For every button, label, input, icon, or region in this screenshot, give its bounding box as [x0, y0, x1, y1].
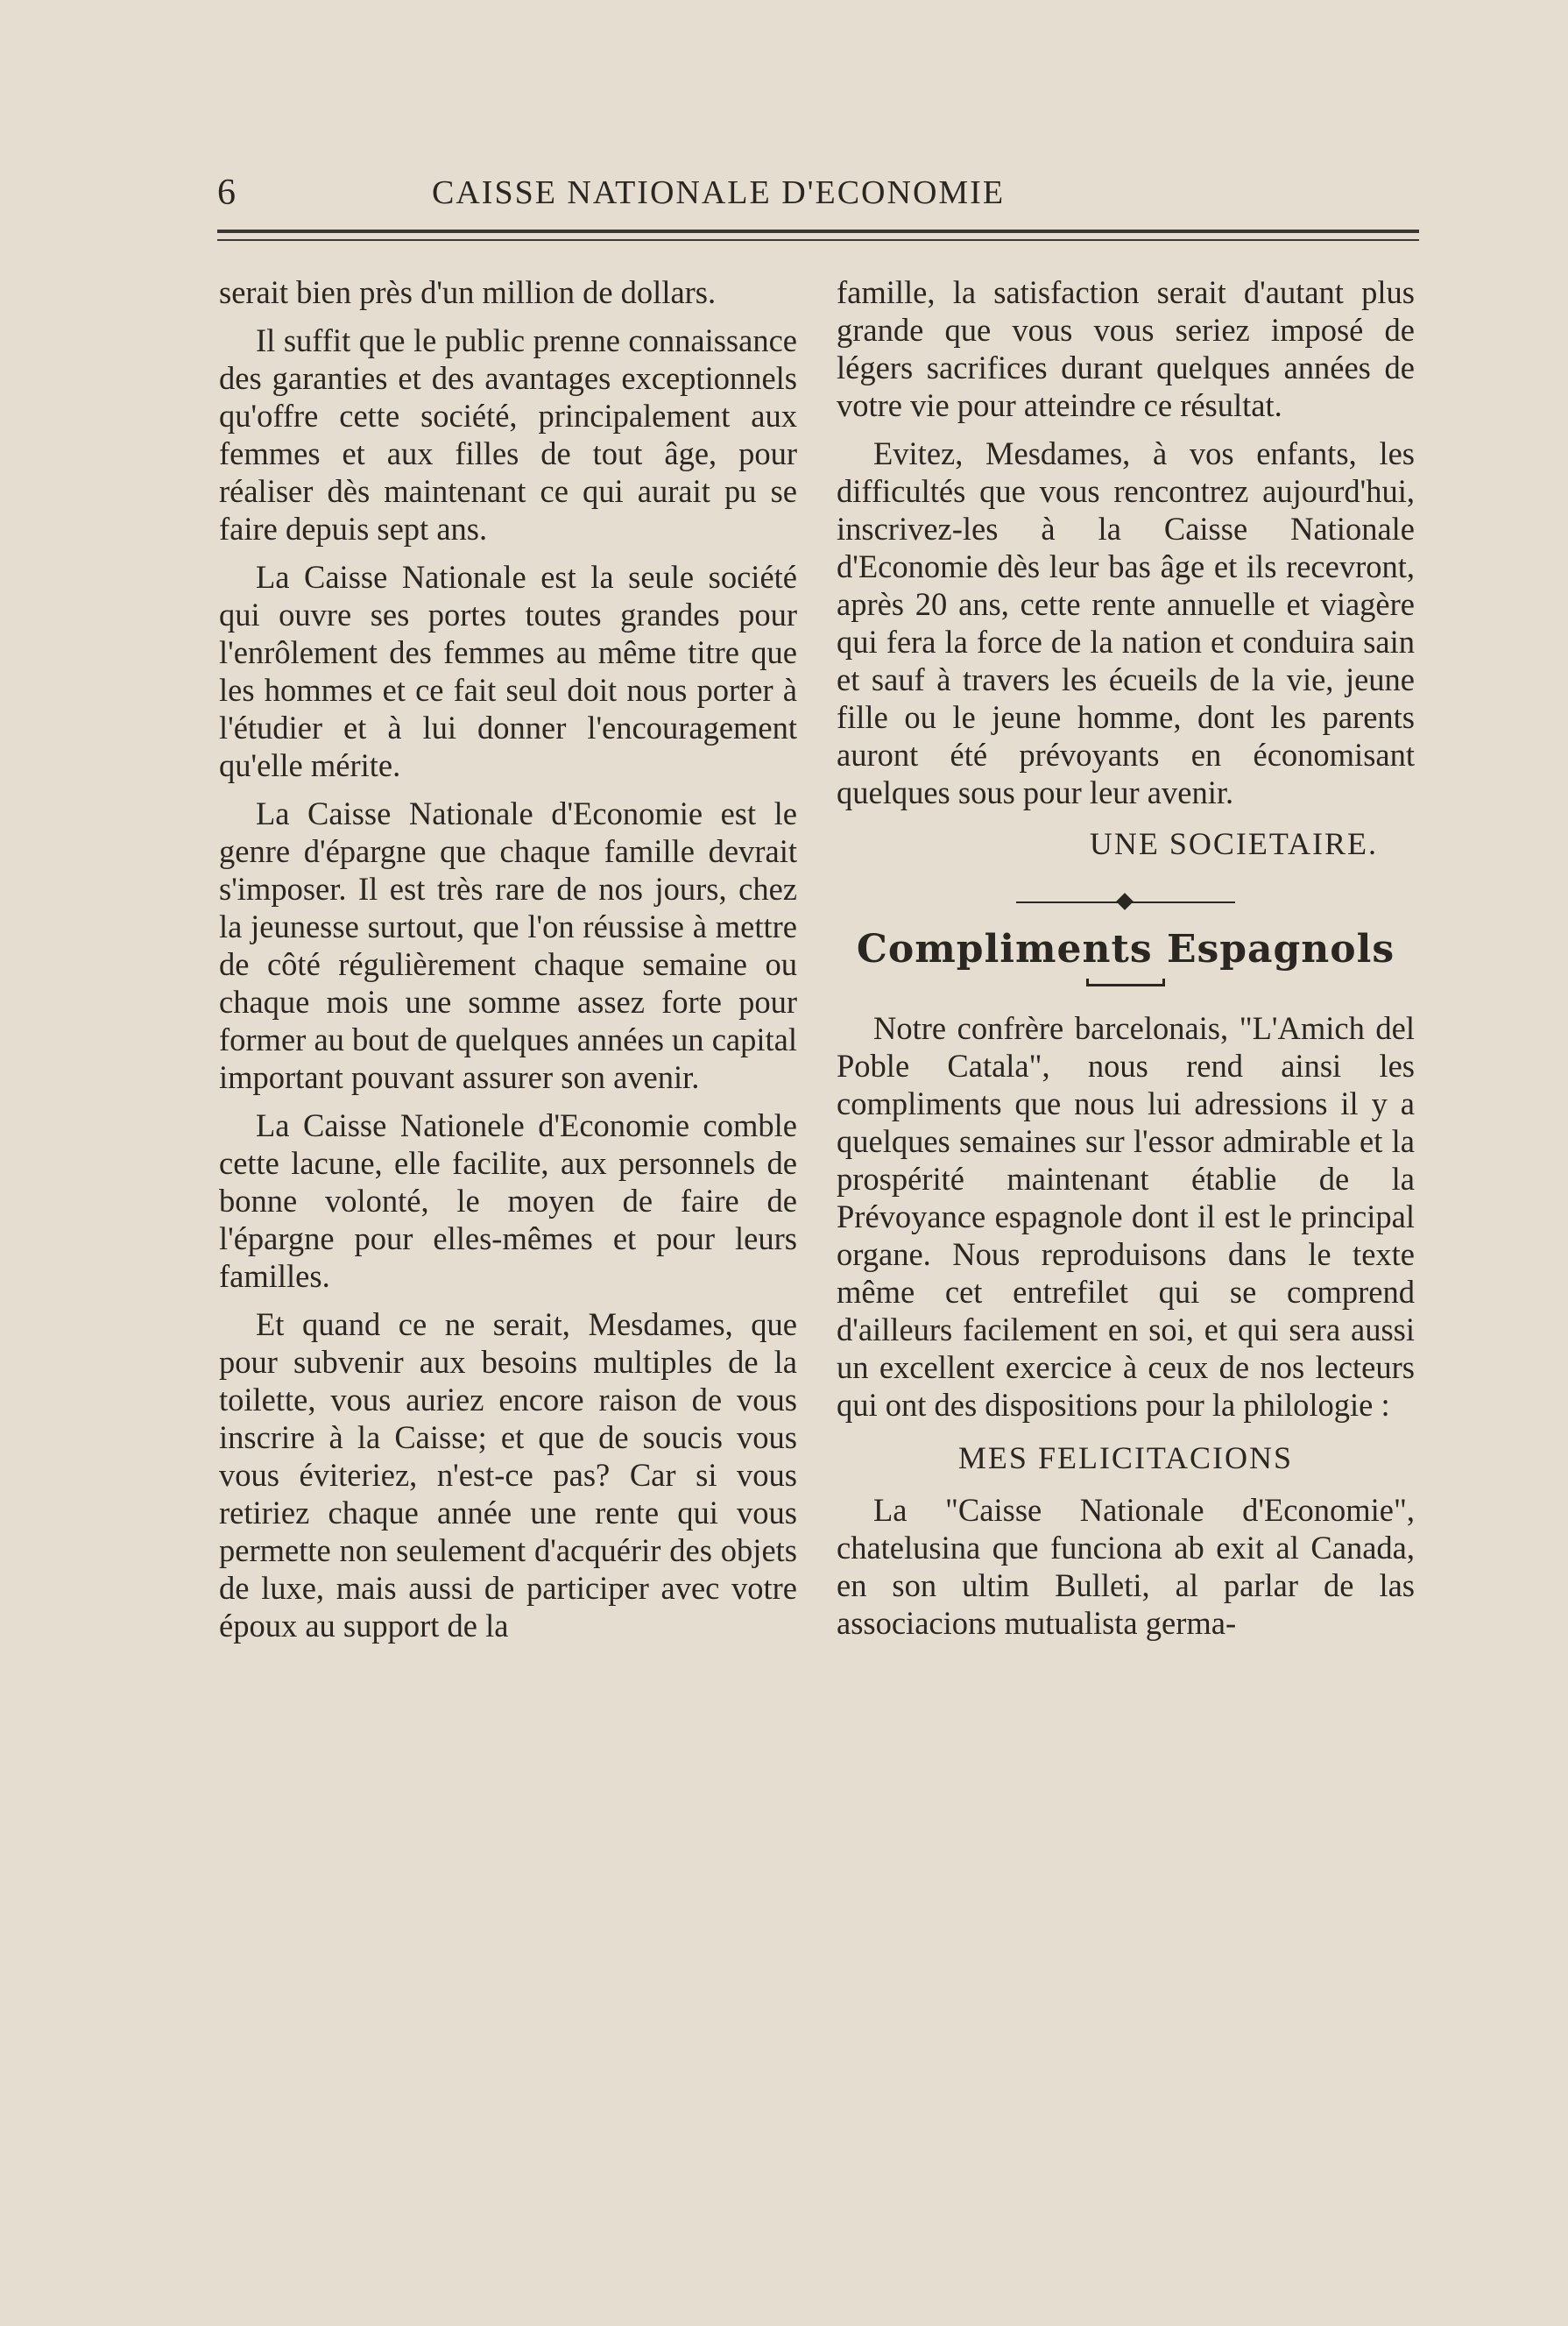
paragraph: La Caisse Nationale d'Economie est le genre d'épargne que chaque famille devrait s'imposer. Il est très rare de nos jours, chez la jeunesse surtout, que l'on réussise à mettre de côté régulièrement chaque semaine ou chaque mois une somme assez forte pour former au bout de quelques années un capital important pouvant assurer son avenir.	[219, 795, 797, 1095]
title-underline-ornament	[1086, 984, 1165, 986]
page-header	[217, 166, 1419, 219]
paragraph: Il suffit que le public prenne connaissance des garanties et des avantages exceptionnels qu'offre cette société, principalement aux femmes et aux filles de tout âge, pour réaliser dès maintenant ce qui aurait pu se faire depuis sept ans.	[219, 322, 797, 547]
subheading: MES FELICITACIONS	[957, 1440, 1294, 1475]
right-column	[837, 273, 1415, 1652]
paragraph: Et quand ce ne serait, Mesdames, que pour subvenir aux besoins multiples de la toilette, vous auriez encore raison de vous inscrire à la Caisse; et que de soucis vous vous éviteriez, n'est-ce pas? Car si vous retiriez chaque année une rente qui vous permette non seulement d'acquérir des objets de luxe, mais aussi de participer avec votre époux au support de la	[219, 1306, 797, 1644]
page-number: 6	[217, 173, 236, 213]
diamond-icon	[1116, 893, 1134, 910]
left-column	[219, 273, 797, 1655]
paragraph: famille, la satisfaction serait d'autant plus grande que vous vous seriez imposé de légers sacrifices durant quelques années de votre vie pour atteindre ce résultat.	[837, 274, 1415, 423]
section-title: Compliments Espagnols	[856, 927, 1395, 972]
paragraph: La "Caisse Nationale d'Economie", chatelusina que funciona ab exit al Canada, en son ultim Bulleti, al parlar de las associacions mutualista germa-	[837, 1492, 1415, 1641]
paragraph: La Caisse Nationele d'Economie comble cette lacune, elle facilite, aux personnels de bonne volonté, le moyen de faire de l'épargne pour elles-mêmes et pour leurs familles.	[219, 1107, 797, 1294]
header-rule-thin	[217, 239, 1419, 241]
section-divider-ornament	[1016, 889, 1235, 916]
paragraph: serait bien près d'un million de dollars.	[219, 274, 717, 310]
paragraph: Notre confrère barcelonais, "L'Amich del Poble Catala", nous rend ainsi les compliments que nous lui adressions il y a quelques semaines sur l'essor admirable et la prospérité maintenant établie de la Prévoyance espagnole dont il est le principal organe. Nous reproduisons dans le texte même cet entrefilet qui se comprend d'ailleurs facilement en soi, et qui sera aussi un excellent exercice à ceux de nos lecteurs qui ont des dispositions pour la philologie :	[837, 1010, 1415, 1423]
signature: UNE SOCIETAIRE.	[1089, 826, 1378, 861]
paragraph: La Caisse Nationale est la seule société qui ouvre ses portes toutes grandes pour l'enrôlement des femmes au même titre que les hommes et ce fait seul doit nous porter à l'étudier et à lui donner l'encouragement qu'elle mérite.	[219, 559, 797, 783]
running-title: CAISSE NATIONALE D'ECONOMIE	[432, 174, 1006, 211]
header-rule-thick	[217, 230, 1419, 233]
paragraph: Evitez, Mesdames, à vos enfants, les difficultés que vous rencontrez aujourd'hui, inscrivez-les à la Caisse Nationale d'Economie dès leur bas âge et ils recevront, après 20 ans, cette rente annuelle et viagère qui fera la force de la nation et conduira sain et sauf à travers les écueils de la vie, jeune fille ou le jeune homme, dont les parents auront été prévoyants en économisant quelques sous pour leur avenir.	[837, 435, 1415, 810]
